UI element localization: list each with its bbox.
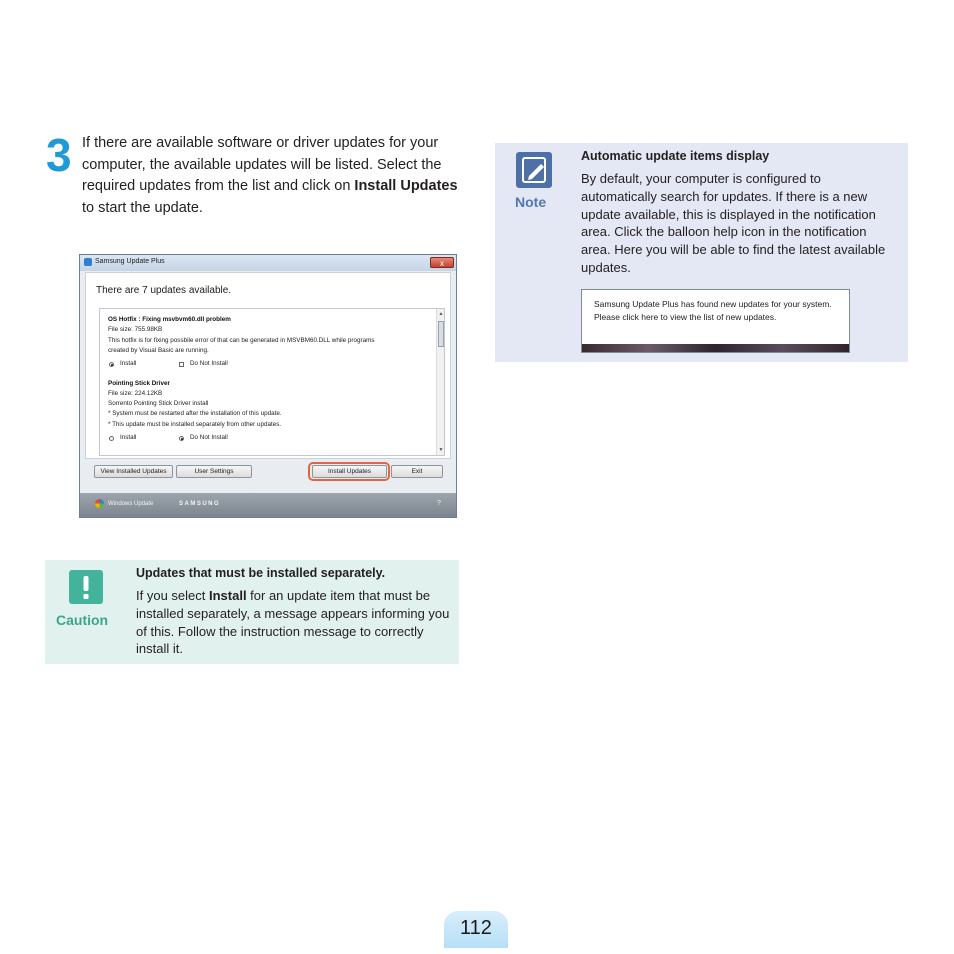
install-label: Install — [120, 434, 137, 441]
note-label: Note — [515, 194, 547, 210]
step-text-part2: to start the update. — [82, 199, 203, 216]
step-instructions — [82, 133, 462, 219]
update-warning: * System must be restarted after the installation of this update. — [108, 410, 282, 417]
update-description: This hotfix is for fixing possbile error of that can be generated in MSVBM60.DLL while programs — [108, 337, 375, 344]
taskbar-strip — [582, 344, 849, 353]
updates-count-heading: There are 7 updates available. — [96, 285, 232, 296]
update-size: File size: 224.12KB — [108, 390, 163, 397]
caution-body — [136, 587, 452, 658]
update-warning: * This update must be installed separately from other updates. — [108, 421, 282, 428]
page-number: 112 — [460, 917, 492, 939]
windows-update-icon — [95, 499, 104, 508]
app-icon — [84, 258, 92, 266]
dialog-statusbar — [80, 493, 456, 517]
caution-body-bold: Install — [208, 588, 247, 603]
dialog-content — [85, 272, 451, 459]
caution-body-part2: for an update item that must be installed separately, a message appears informing you of this. Follow the instruction message to correctly install it. — [136, 588, 450, 657]
note-title: Automatic update items display — [581, 149, 770, 163]
dialog-titlebar — [80, 255, 456, 271]
update-description: created by Visual Basic are running. — [108, 347, 209, 354]
update-size: File size: 755.98KB — [108, 326, 163, 333]
view-installed-updates-button[interactable]: View Installed Updates — [94, 465, 173, 478]
note-body: By default, your computer is configured to automatically search for updates. If there is a new update available, this is displayed in the notification area. Click the balloon help icon in the notification area. Here you will be able to find the latest available updates. — [581, 171, 886, 275]
install-radio[interactable] — [109, 436, 114, 441]
scroll-thumb[interactable] — [438, 321, 444, 347]
install-radio[interactable] — [109, 362, 114, 367]
caution-label: Caution — [56, 612, 109, 628]
update-title: Pointing Stick Driver — [108, 380, 170, 387]
step-text-part1: If there are available software or driver updates for your computer, the available updates will be listed. Select the required updates from the list and click on — [82, 135, 442, 194]
windows-update-link[interactable]: Windows Update — [108, 501, 154, 507]
do-not-install-checkbox[interactable] — [179, 362, 184, 367]
exclamation-icon — [69, 570, 103, 604]
update-title: OS Hotfix : Fixing msvbvm60.dll problem — [108, 316, 231, 323]
exit-button[interactable]: Exit — [391, 465, 443, 478]
list-scrollbar[interactable] — [436, 309, 445, 455]
install-label: Install — [120, 360, 137, 367]
scroll-down-icon[interactable]: ▼ — [438, 447, 444, 453]
step-number: 3 — [46, 129, 72, 181]
do-not-install-label: Do Not Install — [190, 360, 228, 367]
do-not-install-radio[interactable] — [179, 436, 184, 441]
page-number-tab — [444, 911, 508, 948]
help-icon[interactable]: ? — [437, 500, 441, 507]
notification-balloon-screenshot — [581, 289, 850, 353]
dialog-title: Samsung Update Plus — [95, 258, 165, 265]
caution-body-part1: If you select — [136, 588, 209, 603]
update-description: Sorrento Pointing Stick Driver install — [108, 400, 209, 407]
samsung-logo: SAMSUNG — [179, 501, 221, 507]
update-dialog-screenshot — [79, 254, 457, 518]
close-icon[interactable]: x — [430, 257, 454, 268]
user-settings-button[interactable]: User Settings — [176, 465, 252, 478]
balloon-text: Samsung Update Plus has found new updates for your system. Please click here to view the list of new updates. — [594, 299, 832, 322]
caution-title: Updates that must be installed separately. — [136, 566, 386, 580]
install-updates-button[interactable]: Install Updates — [312, 465, 387, 478]
scroll-up-icon[interactable]: ▲ — [438, 311, 444, 317]
step-text-bold: Install Updates — [354, 178, 458, 194]
updates-list — [99, 308, 445, 456]
do-not-install-label: Do Not Install — [190, 434, 228, 441]
note-pencil-icon — [516, 152, 552, 188]
